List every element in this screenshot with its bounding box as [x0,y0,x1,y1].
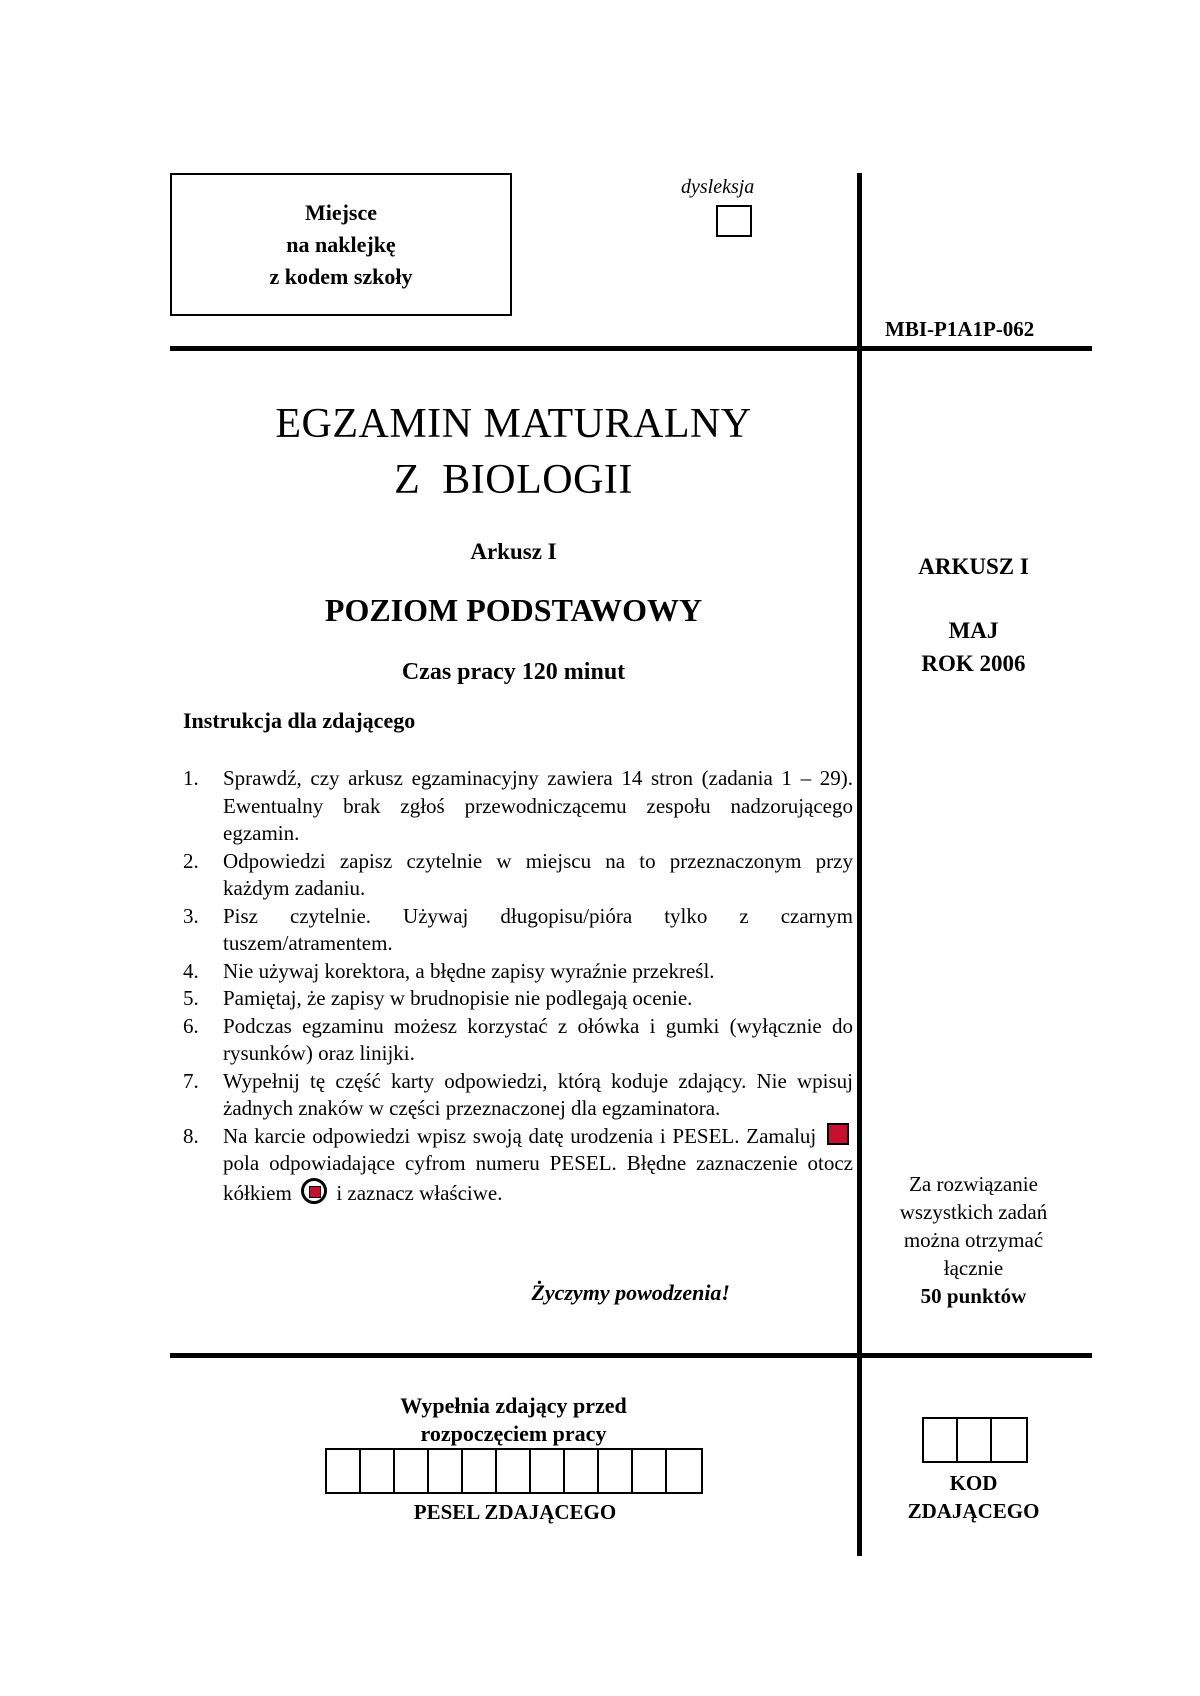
fill-instruction [170,1392,857,1448]
item-text: Nie używaj korektora, a błędne zapisy wyraźnie przekreśl. [223,958,715,983]
student-code-grid[interactable] [922,1417,1028,1463]
points-line-2: wszystkich zadań [899,1200,1048,1224]
item-number: 4. [183,958,199,983]
right-month: MAJ [948,618,999,643]
dyslexia-checkbox[interactable] [716,205,752,237]
digit-cell[interactable] [992,1419,1026,1461]
dyslexia-label: dysleksja [681,176,755,198]
points-total: 50 punktów [920,1284,1027,1308]
digit-cell[interactable] [429,1450,463,1492]
item-text: Sprawdź, czy arkusz egzaminacyjny zawiera 14 stron (zadania 1 – 29). Ewentualny brak zgłoś przewodniczącemu zespołu nadzorującego egzamin. [223,766,853,845]
item-8-part-3: i zaznacz właściwe. [336,1180,503,1205]
fill-instruction-line-2: rozpoczęciem pracy [420,1421,607,1446]
right-year: ROK 2006 [921,651,1026,676]
item-8-part-1: Na karcie odpowiedzi wpisz swoją datę urodzenia i PESEL. Zamaluj [223,1123,817,1148]
exam-title: EGZAMIN MATURALNY [275,401,752,447]
item-text: Podczas egzaminu możesz korzystać z ołówka i gumki (wyłącznie do rysunków) oraz linijki. [223,1013,853,1065]
item-number: 3. [183,903,199,928]
vertical-divider [857,173,862,1556]
list-item [183,1123,853,1208]
digit-cell[interactable] [599,1450,633,1492]
exam-subject: Z BIOLOGII [394,457,633,503]
item-number: 8. [183,1123,199,1148]
digit-cell[interactable] [531,1450,565,1492]
digit-cell[interactable] [565,1450,599,1492]
points-info [862,1170,1085,1310]
item-number: 5. [183,986,199,1010]
student-code-label-line-2: ZDAJĄCEGO [907,1499,1040,1523]
list-item [183,848,853,903]
digit-cell[interactable] [361,1450,395,1492]
fill-instruction-line-1: Wypełnia zdający przed [400,1393,627,1418]
list-item [183,985,853,1013]
item-text: Odpowiedzi zapisz czytelnie w miejscu na to przeznaczonym przy każdym zadaniu. [223,848,853,900]
instructions-list [183,765,853,1207]
digit-cell[interactable] [395,1450,429,1492]
school-sticker-box [170,173,512,316]
digit-cell[interactable] [667,1450,701,1492]
pesel-label: PESEL ZDAJĄCEGO [413,1500,617,1524]
item-text: Pisz czytelnie. Używaj długopisu/pióra tylko z czarnym tuszem/atramentem. [223,903,853,955]
good-luck-text: Życzymy powodzenia! [531,1280,730,1305]
item-number: 7. [183,1068,199,1093]
points-line-3: można otrzymać [903,1228,1044,1252]
points-line-4: łącznie [943,1256,1004,1280]
list-item [183,958,853,986]
exam-code: MBI-P1A1P-062 [885,317,1035,341]
sheet-label: Arkusz I [470,539,557,564]
filled-square-icon [827,1123,849,1145]
item-number: 1. [183,766,199,790]
item-text [223,1123,853,1208]
sticker-line-1: Miejsce [304,199,378,225]
points-line-1: Za rozwiązanie [909,1172,1038,1196]
time-label: Czas pracy 120 minut [401,659,626,685]
list-item [183,903,853,958]
list-item [183,765,853,848]
item-number: 6. [183,1013,199,1038]
digit-cell[interactable] [924,1419,958,1461]
digit-cell[interactable] [327,1450,361,1492]
item-8-part-2: pola odpowiadające cyfrom numeru PESEL. Błędne zaznaczenie otocz kółkiem [223,1151,853,1205]
bottom-divider [170,1353,1092,1358]
sticker-line-2: na naklejkę [286,231,396,257]
student-code-label [862,1469,1085,1525]
student-code-label-line-1: KOD [949,1471,998,1495]
circled-square-icon [301,1178,327,1204]
digit-cell[interactable] [633,1450,667,1492]
digit-cell[interactable] [463,1450,497,1492]
item-number: 2. [183,848,199,873]
item-text: Pamiętaj, że zapisy w brudnopisie nie podlegają ocenie. [223,986,693,1010]
pesel-input-grid[interactable] [325,1448,703,1494]
top-divider [170,346,1092,351]
sticker-line-3: z kodem szkoły [269,263,413,289]
instructions-heading: Instrukcja dla zdającego [183,708,416,733]
level-label: POZIOM PODSTAWOWY [324,592,703,628]
list-item [183,1068,853,1123]
list-item [183,1013,853,1068]
digit-cell[interactable] [958,1419,992,1461]
digit-cell[interactable] [497,1450,531,1492]
right-sheet-label: ARKUSZ I [918,554,1029,579]
item-text: Wypełnij tę część karty odpowiedzi, którą koduje zdający. Nie wpisuj żadnych znaków w części przeznaczonej dla egzaminatora. [223,1068,853,1120]
